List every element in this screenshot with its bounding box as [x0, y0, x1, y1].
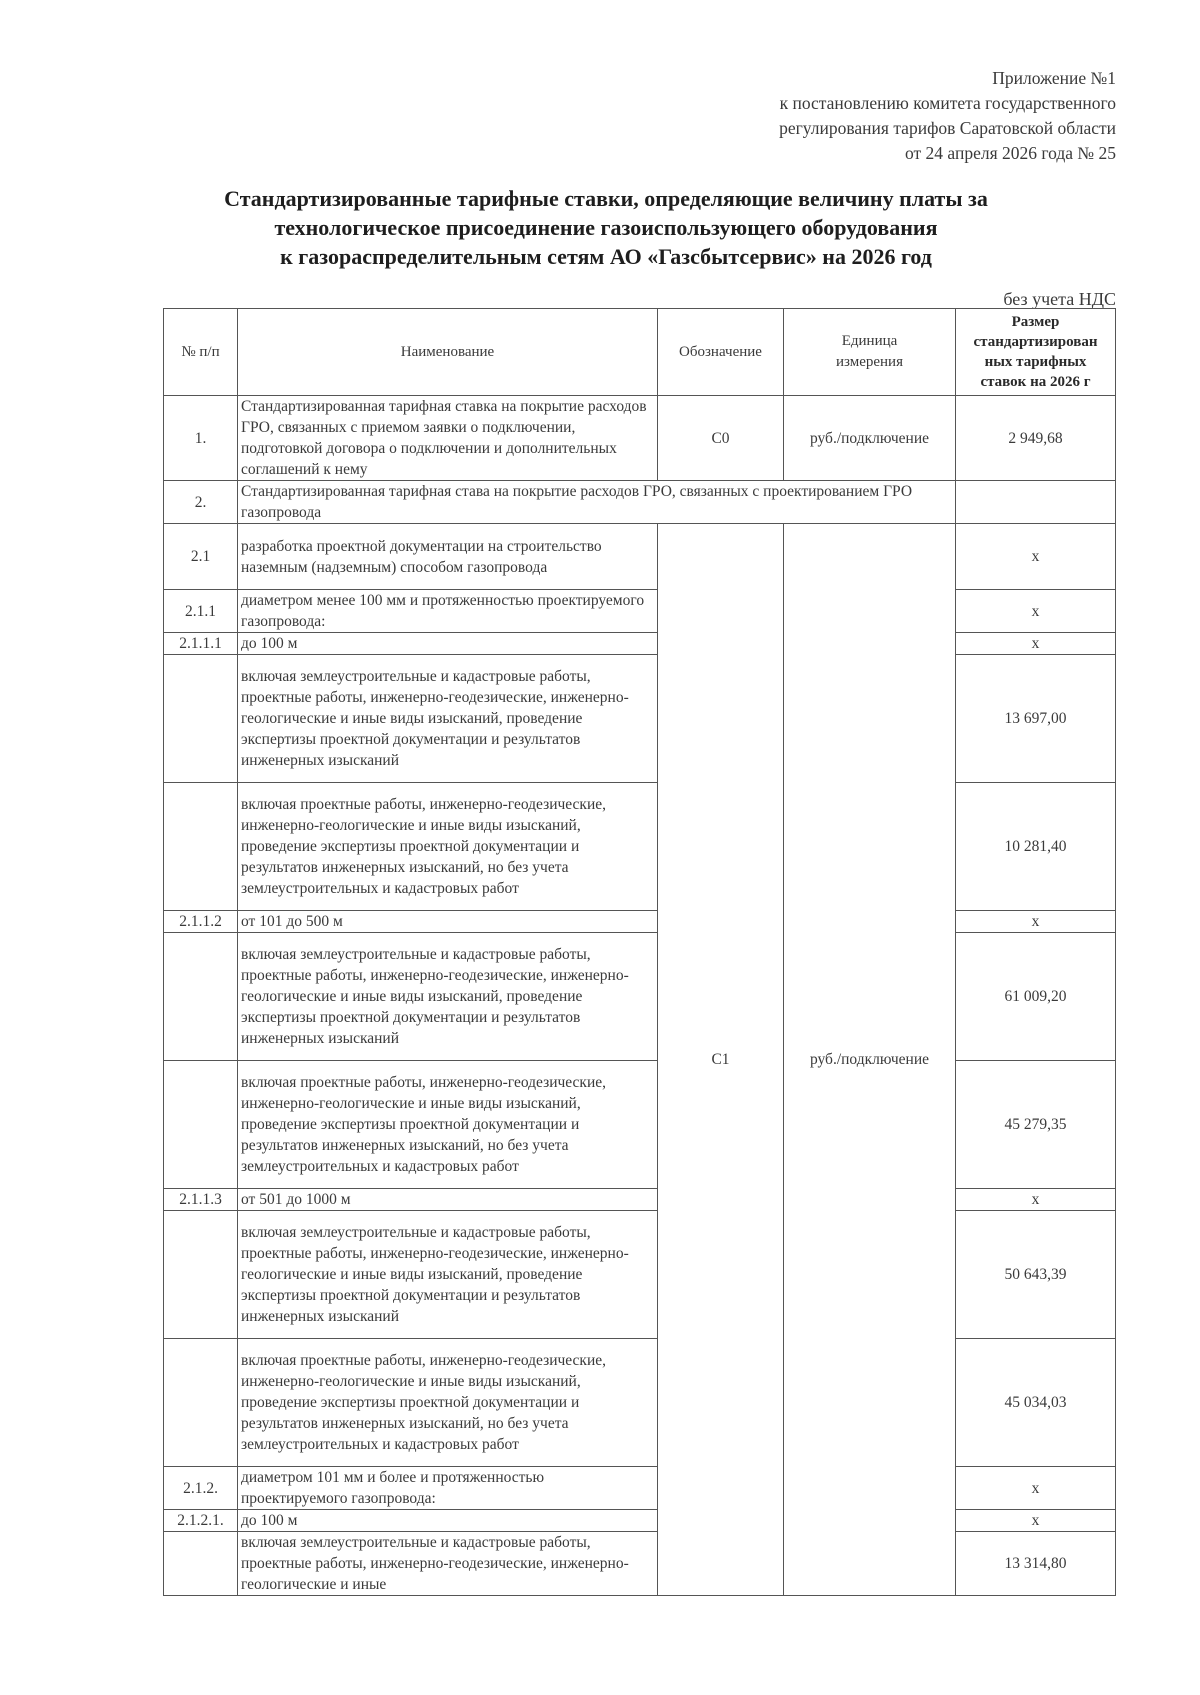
- header-unit-line2: измерения: [835, 354, 903, 370]
- table-row: [164, 1532, 1116, 1596]
- header-unit: [784, 309, 956, 396]
- table-row: [164, 633, 1116, 655]
- row-name: разработка проектной документации на строительство наземным (надземным) способом газопровода: [238, 524, 658, 590]
- row-value: х: [956, 1510, 1116, 1532]
- table-row: [164, 1339, 1116, 1467]
- row-value: х: [956, 524, 1116, 590]
- row-name: включая проектные работы, инженерно-геодезические, инженерно-геологические и иные виды изысканий, проведение экспертизы проектной документации и результатов инженерных изысканий, но без учета землеустроительных и кадастровых работ: [238, 783, 658, 911]
- row-name: до 100 м: [238, 1510, 658, 1532]
- row-name: включая землеустроительные и кадастровые работы, проектные работы, инженерно-геодезические, инженерно-геологические и иные виды изысканий, проведение экспертизы проектной документации и результатов инженерных изысканий: [238, 933, 658, 1061]
- header-unit-line1: Единица: [841, 333, 898, 349]
- row-num: 2.1.1.2: [164, 911, 238, 933]
- table-row: [164, 933, 1116, 1061]
- vat-note: без учета НДС: [1003, 289, 1116, 309]
- row-num: 2.1.1: [164, 590, 238, 633]
- row-value: х: [956, 1467, 1116, 1510]
- row-value: х: [956, 590, 1116, 633]
- table-row: [164, 1510, 1116, 1532]
- row-2-num: 2.: [164, 481, 238, 524]
- row-num: 2.1: [164, 524, 238, 590]
- appendix-number: Приложение №1: [992, 68, 1116, 88]
- row-name: включая землеустроительные и кадастровые работы, проектные работы, инженерно-геодезические, инженерно-геологические и иные виды изысканий, проведение экспертизы проектной документации и результатов инженерных изысканий: [238, 1211, 658, 1339]
- table-row: [164, 655, 1116, 783]
- row-name: включая проектные работы, инженерно-геодезические, инженерно-геологические и иные виды изысканий, проведение экспертизы проектной документации и результатов инженерных изысканий, но без учета землеустроительных и кадастровых работ: [238, 1061, 658, 1189]
- row-2-value: [956, 481, 1116, 524]
- row-1-name: Стандартизированная тарифная ставка на покрытие расходов ГРО, связанных с приемом заявки о подключении, подготовкой договора о подключении и дополнительных соглашений к нему: [238, 396, 658, 481]
- row-value: х: [956, 1189, 1116, 1211]
- table-row: [164, 524, 1116, 590]
- row-num: 2.1.2.: [164, 1467, 238, 1510]
- table-row: [164, 1211, 1116, 1339]
- header-size-line3: ных тарифных: [984, 354, 1087, 370]
- row-num: 2.1.2.1.: [164, 1510, 238, 1532]
- appendix-committee: регулирования тарифов Саратовской области: [779, 118, 1116, 138]
- row-1-num: 1.: [164, 396, 238, 481]
- row-1-unit: руб./подключение: [784, 396, 956, 481]
- header-size-line2: стандартизирован: [973, 334, 1098, 350]
- row-2-name: Стандартизированная тарифная става на покрытие расходов ГРО, связанных с проектированием ГРО газопровода: [238, 481, 956, 524]
- table-row: [164, 590, 1116, 633]
- row-name: от 101 до 500 м: [238, 911, 658, 933]
- row-name: включая проектные работы, инженерно-геодезические, инженерно-геологические и иные виды изысканий, проведение экспертизы проектной документации и результатов инженерных изысканий, но без учета землеустроительных и кадастровых работ: [238, 1339, 658, 1467]
- row-name: диаметром 101 мм и более и протяженностью проектируемого газопровода:: [238, 1467, 658, 1510]
- title-line-1: Стандартизированные тарифные ставки, определяющие величину платы за: [224, 186, 988, 211]
- row-num: 2.1.1.1: [164, 633, 238, 655]
- row-num: 2.1.1.3: [164, 1189, 238, 1211]
- appendix-date: от 24 апреля 2026 года № 25: [905, 143, 1116, 163]
- row-1-code: С0: [658, 396, 784, 481]
- row-value: 50 643,39: [956, 1211, 1116, 1339]
- row-value: 61 009,20: [956, 933, 1116, 1061]
- row-value: 10 281,40: [956, 783, 1116, 911]
- table-row: [164, 396, 1116, 481]
- row-name: включая землеустроительные и кадастровые работы, проектные работы, инженерно-геодезические, инженерно-геологические и иные: [238, 1532, 658, 1596]
- row-name: диаметром менее 100 мм и протяженностью проектируемого газопровода:: [238, 590, 658, 633]
- row-value: 45 034,03: [956, 1339, 1116, 1467]
- row-name: включая землеустроительные и кадастровые работы, проектные работы, инженерно-геодезические, инженерно-геологические и иные виды изысканий, проведение экспертизы проектной документации и результатов инженерных изысканий: [238, 655, 658, 783]
- tariff-table: [163, 308, 1116, 1596]
- row-name: до 100 м: [238, 633, 658, 655]
- row-num: [164, 1061, 238, 1189]
- table-row: [164, 1189, 1116, 1211]
- title-line-2: технологическое присоединение газоиспользующего оборудования: [274, 215, 938, 240]
- row-num: [164, 1211, 238, 1339]
- table-row: [164, 1467, 1116, 1510]
- table-row: [164, 783, 1116, 911]
- appendix-reference: [556, 66, 1116, 166]
- table-row: [164, 1061, 1116, 1189]
- row-value: 13 314,80: [956, 1532, 1116, 1596]
- header-num: № п/п: [164, 309, 238, 396]
- row-value: 45 279,35: [956, 1061, 1116, 1189]
- row-num: [164, 1339, 238, 1467]
- title-line-3: к газораспределительным сетям АО «Газсбытсервис» на 2026 год: [280, 244, 932, 269]
- row-num: [164, 1532, 238, 1596]
- table-row: [164, 911, 1116, 933]
- row-value: х: [956, 633, 1116, 655]
- merged-unit: руб./подключение: [784, 524, 956, 1596]
- header-size-line1: Размер: [1011, 314, 1060, 330]
- table-header-row: [164, 309, 1116, 396]
- merged-code: С1: [658, 524, 784, 1596]
- row-num: [164, 783, 238, 911]
- header-code: Обозначение: [658, 309, 784, 396]
- row-1-value: 2 949,68: [956, 396, 1116, 481]
- row-name: от 501 до 1000 м: [238, 1189, 658, 1211]
- row-num: [164, 933, 238, 1061]
- header-name: Наименование: [238, 309, 658, 396]
- header-size: [956, 309, 1116, 396]
- table-row: [164, 481, 1116, 524]
- row-value: х: [956, 911, 1116, 933]
- row-num: [164, 655, 238, 783]
- appendix-resolution: к постановлению комитета государственного: [779, 93, 1116, 113]
- document-title: [150, 184, 1062, 271]
- row-value: 13 697,00: [956, 655, 1116, 783]
- header-size-line4: ставок на 2026 г: [980, 374, 1091, 390]
